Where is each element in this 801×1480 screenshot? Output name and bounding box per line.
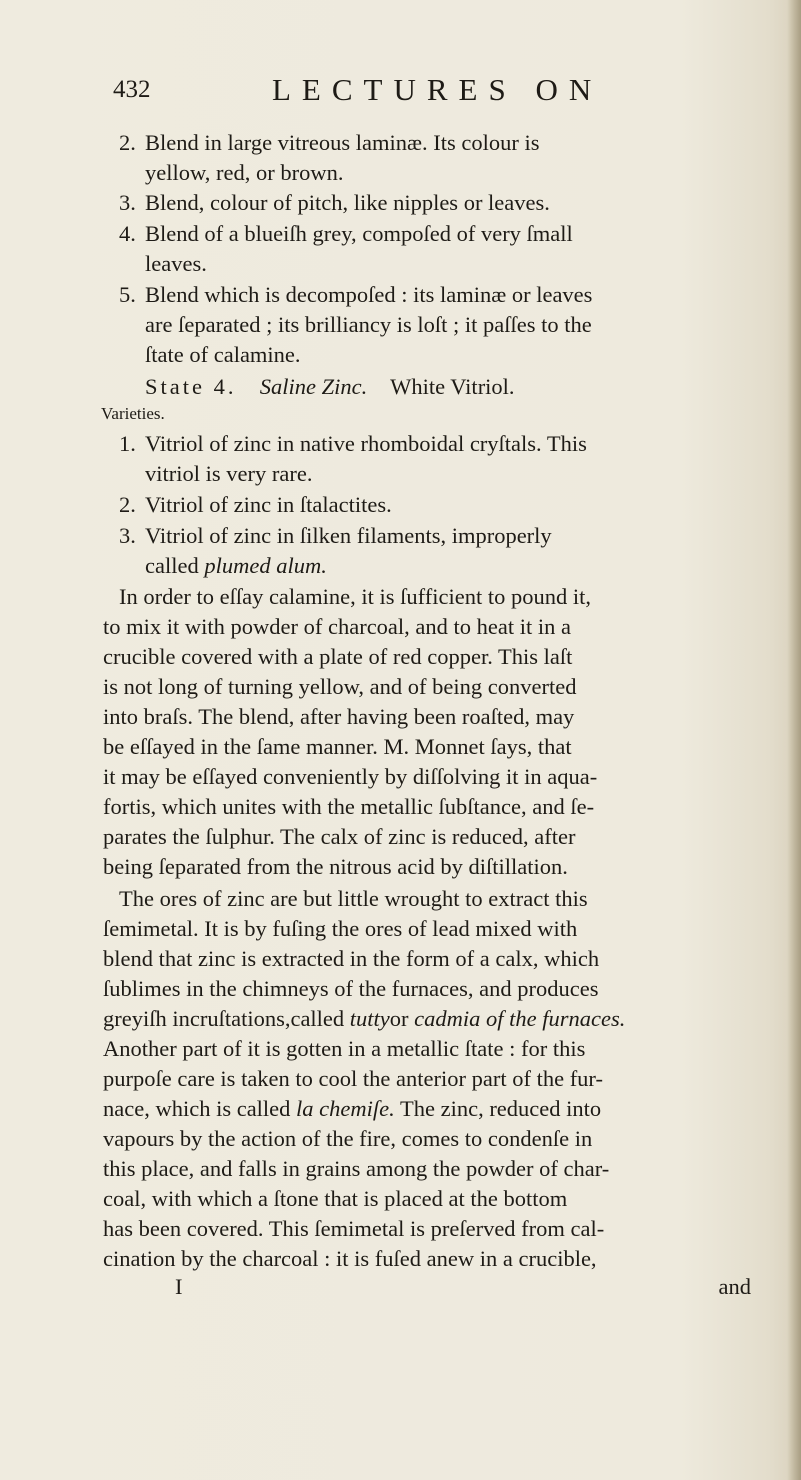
paragraph-line: The ores of zinc are but little wrought to extract this <box>119 886 588 911</box>
list-item-continuation: vitriol is very rare. <box>145 461 313 486</box>
catchword: and <box>718 1274 751 1299</box>
list-item: 3. Blend, colour of pitch, like nipples or leaves. <box>119 190 550 215</box>
list-item-continuation: ſtate of calamine. <box>145 342 301 367</box>
list-item-text: Vitriol of zinc in ſtalactites. <box>145 492 392 517</box>
list-item-text: Vitriol of zinc in ſilken filaments, improperly <box>145 523 552 548</box>
running-header <box>0 72 801 112</box>
paragraph-line: cination by the charcoal : it is fuſed anew in a crucible, <box>103 1246 597 1271</box>
list-item: 2. Blend in large vitreous laminæ. Its colour is <box>119 130 540 155</box>
state-name: Saline Zinc. <box>259 374 368 399</box>
page-edge <box>787 0 801 1480</box>
list-item-continuation: leaves. <box>145 251 207 276</box>
paragraph-line: greyiſh incruſtations,called tuttyor cadmia of the furnaces. <box>103 1006 626 1031</box>
list-item-text: Vitriol of zinc in native rhomboidal cryſtals. This <box>145 431 587 456</box>
section-heading <box>145 372 515 402</box>
paragraph-line: into braſs. The blend, after having been roaſted, may <box>103 704 575 729</box>
list-item-text: Blend, colour of pitch, like nipples or leaves. <box>145 190 550 215</box>
list-item-text: Blend of a blueiſh grey, compoſed of very ſmall <box>145 221 573 246</box>
paragraph-line: ſublimes in the chimneys of the furnaces, and produces <box>103 976 599 1001</box>
italic-term: tutty <box>349 1006 390 1031</box>
state-label: State 4. <box>145 374 237 399</box>
page-number: 432 <box>113 76 151 103</box>
varieties-label: Varieties. <box>101 404 165 423</box>
signature-mark: I <box>175 1274 183 1299</box>
state-synonym: White Vitriol. <box>390 374 515 399</box>
paragraph-line: this place, and falls in grains among the powder of char- <box>103 1156 610 1181</box>
list-item: 4. Blend of a blueiſh grey, compoſed of very ſmall <box>119 221 573 246</box>
list-item: 5. Blend which is decompoſed : its laminæ or leaves <box>119 282 593 307</box>
paragraph-line: crucible covered with a plate of red copper. This laſt <box>103 644 573 669</box>
paragraph-line: In order to eſſay calamine, it is ſufficient to pound it, <box>119 584 591 609</box>
paragraph-line: coal, with which a ſtone that is placed at the bottom <box>103 1186 568 1211</box>
paragraph-line: Another part of it is gotten in a metallic ſtate : for this <box>103 1036 586 1061</box>
paragraph-line: fortis, which unites with the metallic ſubſtance, and ſe- <box>103 794 595 819</box>
paragraph-line: is not long of turning yellow, and of being converted <box>103 674 577 699</box>
paragraph-line: be eſſayed in the ſame manner. M. Monnet ſays, that <box>103 734 572 759</box>
paragraph-line: being ſeparated from the nitrous acid by diſtillation. <box>103 854 568 879</box>
paragraph-line: blend that zinc is extracted in the form of a calx, which <box>103 946 600 971</box>
list-item: 3. Vitriol of zinc in ſilken filaments, improperly <box>119 523 552 548</box>
list-item-continuation: called plumed alum. <box>145 553 327 578</box>
running-title: LECTURES ON <box>272 72 603 107</box>
list-item-text: Blend which is decompoſed : its laminæ or leaves <box>145 282 593 307</box>
paragraph-line: has been covered. This ſemimetal is preſerved from cal- <box>103 1216 605 1241</box>
list-item: 2. Vitriol of zinc in ſtalactites. <box>119 492 392 517</box>
paragraph-line: ſemimetal. It is by fuſing the ores of lead mixed with <box>103 916 578 941</box>
list-item: 1. Vitriol of zinc in native rhomboidal cryſtals. This <box>119 431 587 456</box>
list-item-text: Blend in large vitreous laminæ. Its colour is <box>145 130 540 155</box>
paragraph-line: nace, which is called la chemiſe. The zinc, reduced into <box>103 1096 602 1121</box>
paragraph-line: parates the ſulphur. The calx of zinc is reduced, after <box>103 824 576 849</box>
italic-term: cadmia of the furnaces. <box>414 1006 626 1031</box>
paragraph-line: to mix it with powder of charcoal, and to heat it in a <box>103 614 571 639</box>
italic-term: plumed alum. <box>204 553 327 578</box>
page-footer <box>175 1272 751 1302</box>
paragraph-line: it may be eſſayed conveniently by diſſolving it in aqua- <box>103 764 598 789</box>
list-item-continuation: yellow, red, or brown. <box>145 160 344 185</box>
paragraph-line: vapours by the action of the fire, comes to condenſe in <box>103 1126 593 1151</box>
list-item-continuation: are ſeparated ; its brilliancy is loſt ; it paſſes to the <box>145 312 592 337</box>
paragraph-line: purpoſe care is taken to cool the anterior part of the fur- <box>103 1066 603 1091</box>
italic-term: la chemiſe. <box>296 1096 395 1121</box>
